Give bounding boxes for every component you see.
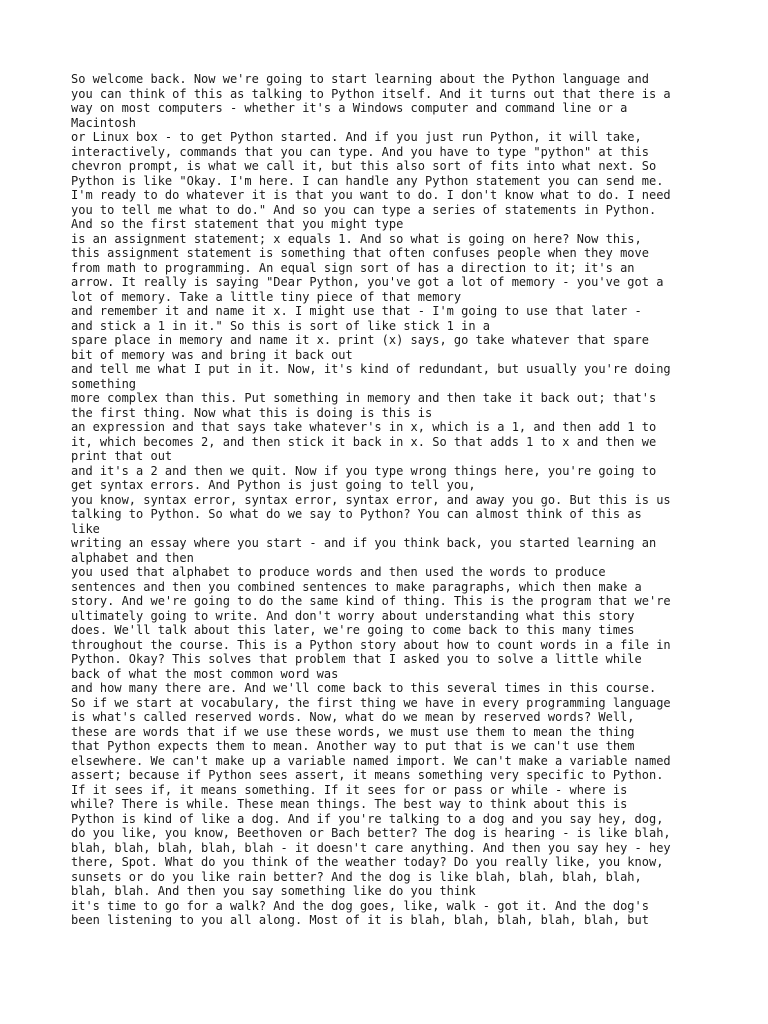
text-line: blah, blah. And then you say something like do you think — [71, 884, 476, 898]
text-line: sentences and then you combined sentences to make paragraphs, which then make a — [71, 579, 642, 594]
text-line: and remember it and name it x. I might use that - I'm going to use that later - — [71, 304, 642, 318]
text-line: you used that alphabet to produce words and then used the words to produce — [71, 565, 606, 579]
text-line: these are words that if we use these words, we must use them to mean the thing — [71, 724, 635, 739]
text-line: print that out — [71, 449, 173, 463]
text-line: ultimately going to write. And don't worry about understanding what this story — [71, 608, 635, 623]
text-line: I'm ready to do whatever it is that you want to do. I don't know what to do. I need — [71, 188, 671, 202]
text-line: it's time to go for a walk? And the dog goes, like, walk - got it. And the dog's — [71, 898, 649, 913]
transcript-text — [71, 72, 711, 928]
text-line: throughout the course. This is a Python story about how to count words in a file in — [71, 637, 671, 652]
text-line: and how many there are. And we'll come back to this several times in this course. — [71, 681, 657, 695]
text-line: chevron prompt, is what we call it, but this also sort of fits into what next. So — [71, 159, 657, 173]
text-line: and tell me what I put in it. Now, it's kind of redundant, but usually you're doing — [71, 362, 671, 376]
text-line: back of what the most common word was — [71, 666, 339, 681]
text-line: assert; because if Python sees assert, it means something very specific to Python. — [71, 768, 664, 782]
text-line: the first thing. Now what this is doing is this is — [71, 405, 433, 420]
text-line: sunsets or do you like rain better? And the dog is like blah, blah, blah, blah, — [71, 869, 642, 884]
text-line: do you like, you know, Beethoven or Bach better? The dog is hearing - is like blah, — [71, 826, 671, 840]
text-line: you can think of this as talking to Python itself. And it turns out that there is a — [71, 86, 671, 101]
text-line: Python. Okay? This solves that problem that I asked you to solve a little while — [71, 652, 642, 666]
text-line: interactively, commands that you can type. And you have to type "python" at this — [71, 144, 649, 159]
text-line: been listening to you all along. Most of it is blah, blah, blah, blah, blah, but — [71, 913, 649, 927]
text-line: bit of memory was and bring it back out — [71, 347, 353, 362]
text-line: and stick a 1 in it." So this is sort of like stick 1 in a — [71, 318, 491, 333]
text-line: And so the first statement that you might type — [71, 217, 404, 231]
text-line: spare place in memory and name it x. print (x) says, go take whatever that spare — [71, 333, 649, 347]
text-line: while? There is while. These mean things. The best way to think about this is — [71, 797, 628, 811]
text-line: more complex than this. Put something in memory and then take it back out; that's — [71, 391, 657, 405]
text-line: there, Spot. What do you think of the weather today? Do you really like, you know, — [71, 855, 664, 869]
text-line: from math to programming. An equal sign sort of has a direction to it; it's an — [71, 260, 635, 275]
text-line: does. We'll talk about this later, we're going to come back to this many times — [71, 623, 635, 637]
text-line: arrow. It really is saying "Dear Python, you've got a lot of memory - you've got a — [71, 275, 664, 289]
text-line: like — [71, 521, 100, 536]
text-line: alphabet and then — [71, 550, 194, 565]
text-line: So welcome back. Now we're going to start learning about the Python language and — [71, 72, 649, 86]
text-line: story. And we're going to do the same kind of thing. This is the program that we're — [71, 594, 671, 608]
text-line: you to tell me what to do." And so you can type a series of statements in Python. — [71, 202, 657, 217]
text-line: something — [71, 376, 137, 391]
text-line: lot of memory. Take a little tiny piece of that memory — [71, 289, 462, 304]
text-line: Python is like "Okay. I'm here. I can handle any Python statement you can send me. — [71, 173, 664, 188]
text-line: that Python expects them to mean. Another way to put that is we can't use them — [71, 739, 635, 753]
text-line: writing an essay where you start - and if you think back, you started learning an — [71, 536, 657, 550]
text-line: If it sees if, it means something. If it sees for or pass or while - where is — [71, 782, 628, 797]
text-line: or Linux box - to get Python started. And if you just run Python, it will take, — [71, 130, 642, 144]
text-line: elsewhere. We can't make up a variable named import. We can't make a variable named — [71, 753, 671, 768]
text-line: an expression and that says take whatever's in x, which is a 1, and then add 1 to — [71, 420, 657, 434]
text-line: talking to Python. So what do we say to Python? You can almost think of this as — [71, 507, 642, 521]
text-line: this assignment statement is something that often confuses people when they move — [71, 246, 649, 260]
text-line: is what's called reserved words. Now, what do we mean by reserved words? Well, — [71, 710, 635, 724]
text-line: blah, blah, blah, blah, blah - it doesn't care anything. And then you say hey - hey — [71, 840, 671, 855]
text-line: So if we start at vocabulary, the first thing we have in every programming language — [71, 695, 671, 710]
text-line: it, which becomes 2, and then stick it back in x. So that adds 1 to x and then we — [71, 434, 657, 449]
text-line: and it's a 2 and then we quit. Now if you type wrong things here, you're going to — [71, 463, 657, 478]
text-line: Python is kind of like a dog. And if you're talking to a dog and you say hey, dog, — [71, 811, 664, 826]
text-line: you know, syntax error, syntax error, syntax error, and away you go. But this is us — [71, 492, 671, 507]
text-line: get syntax errors. And Python is just going to tell you, — [71, 478, 476, 492]
text-line: way on most computers - whether it's a Windows computer and command line or a — [71, 101, 628, 115]
text-line: is an assignment statement; x equals 1. And so what is going on here? Now this, — [71, 231, 642, 246]
text-line: Macintosh — [71, 115, 137, 130]
